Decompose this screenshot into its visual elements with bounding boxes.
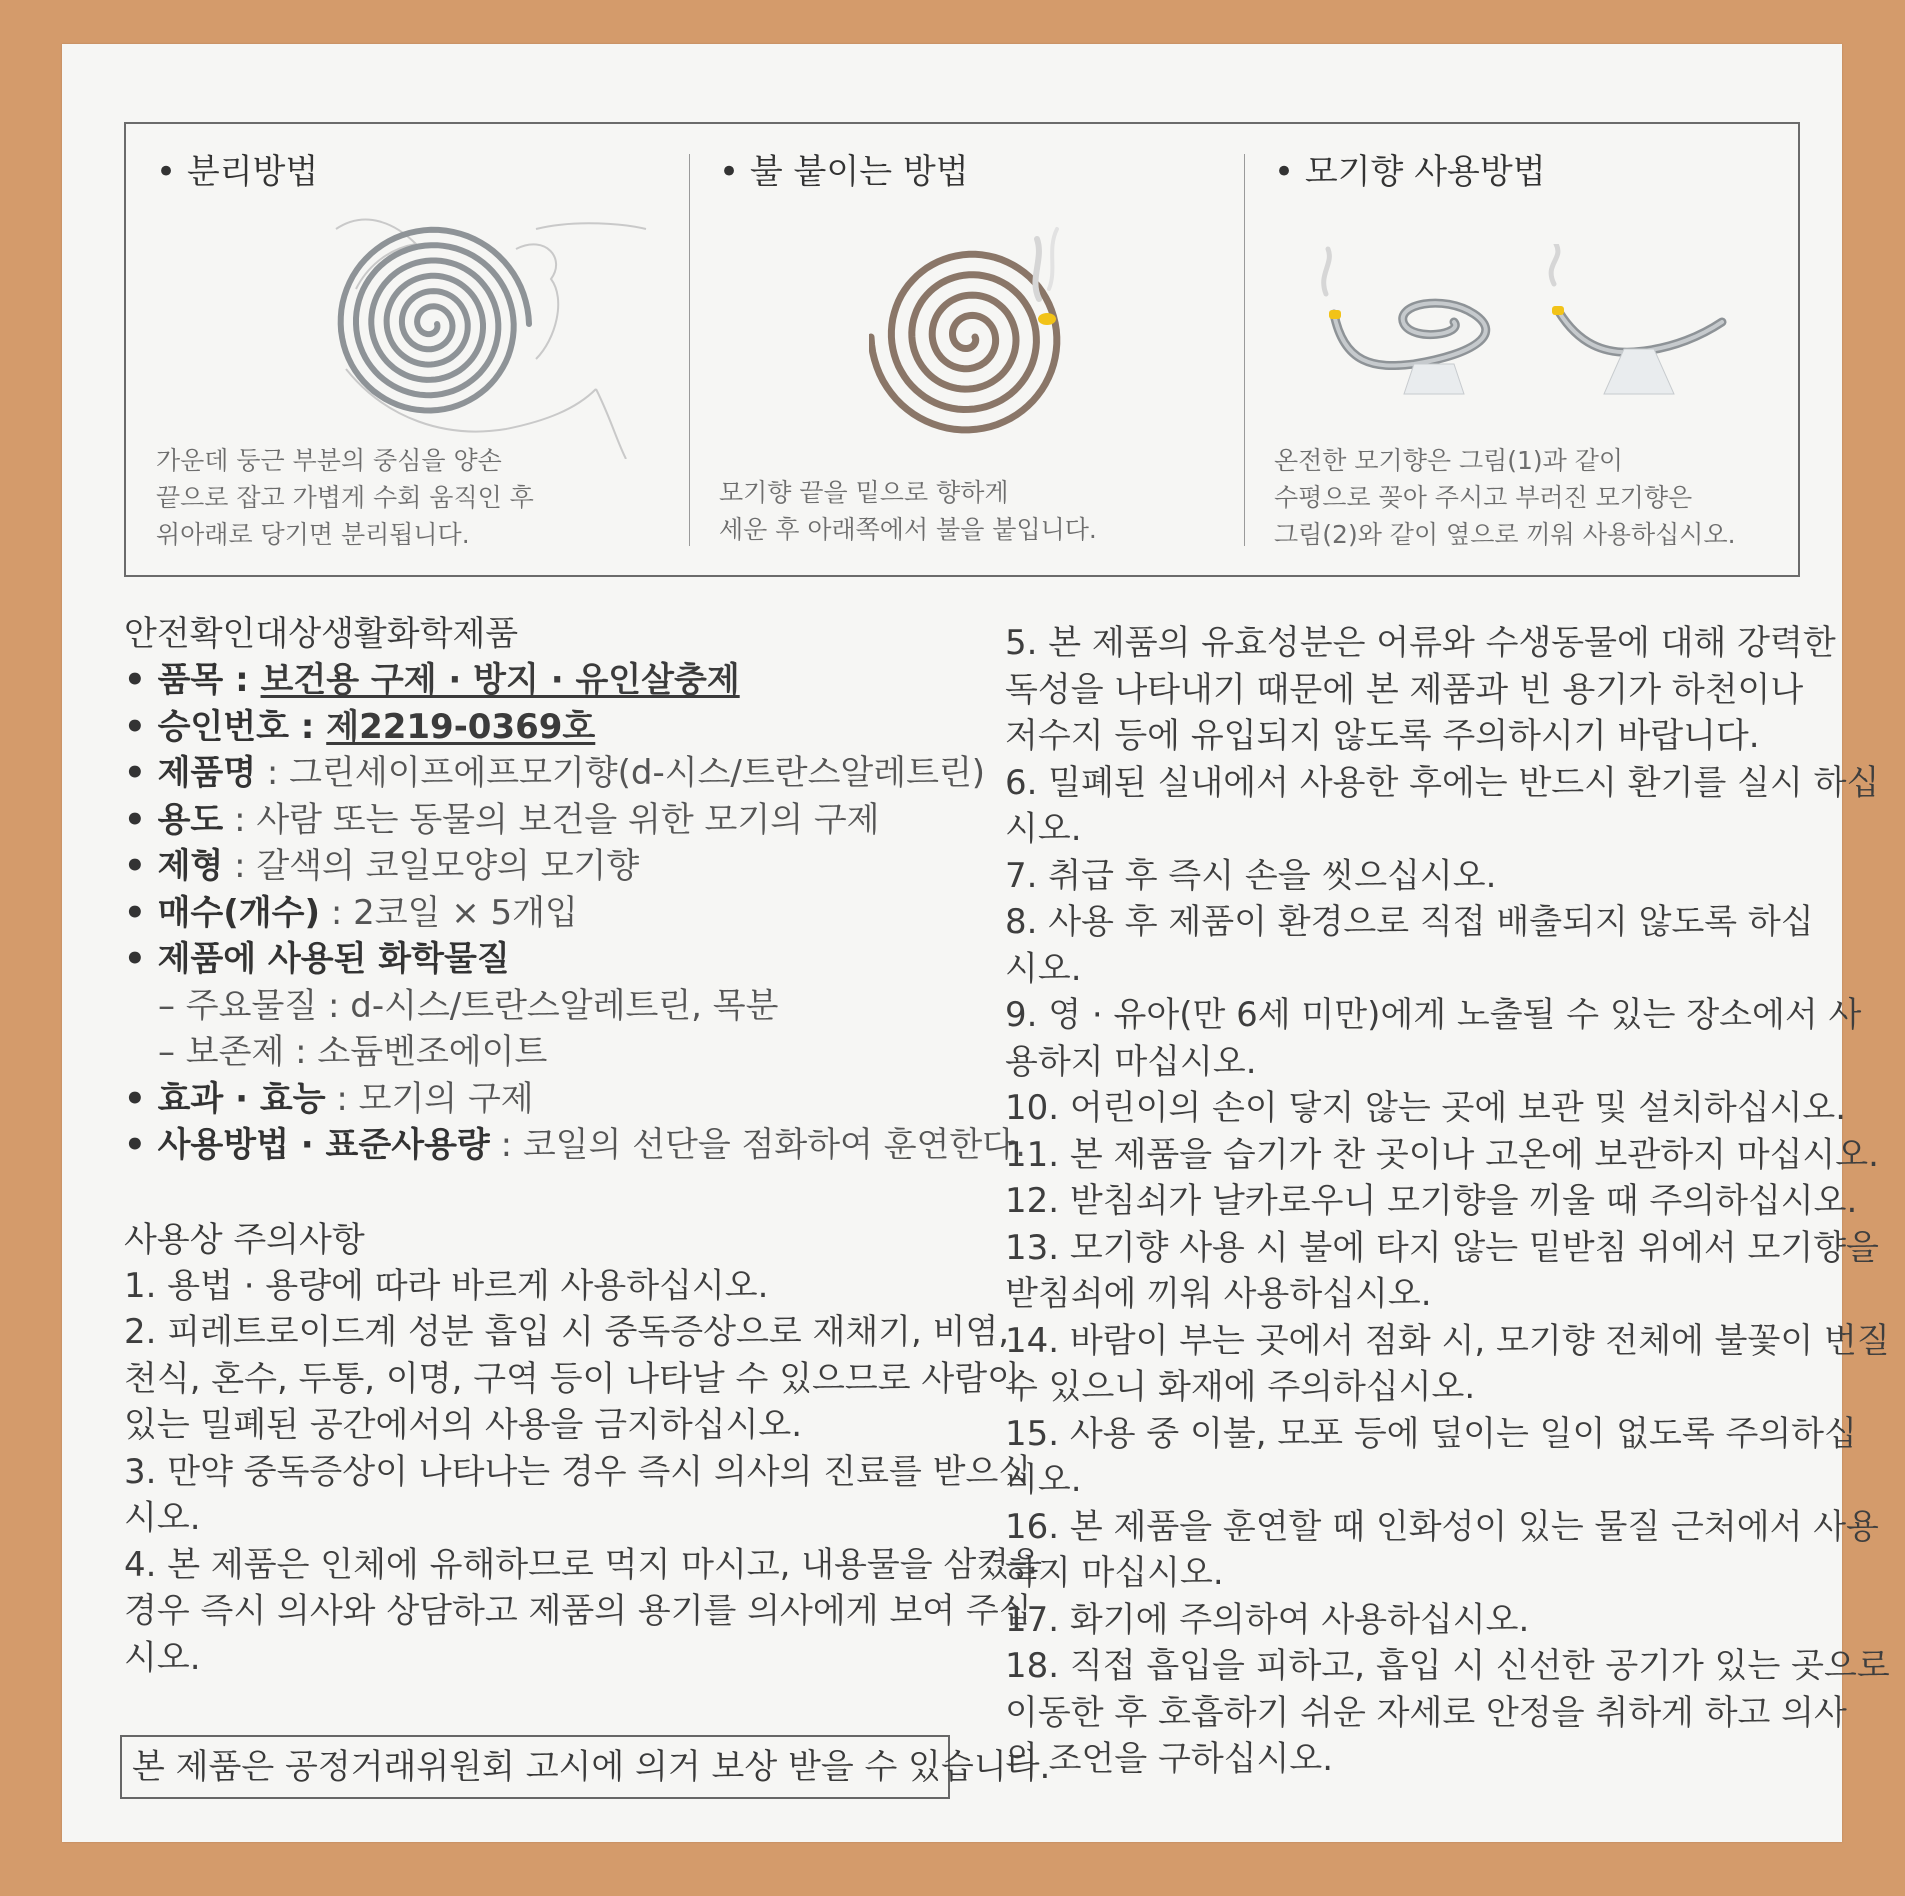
coil-icon — [871, 254, 1057, 430]
caution-line: 8. 사용 후 제품이 환경으로 직접 배출되지 않도록 하십 — [1005, 902, 1814, 942]
howto-box — [124, 122, 1800, 577]
howto-title: • 분리방법 — [156, 152, 319, 192]
spec-sub-item: – 보존제 : 소듐벤조에이트 — [158, 1032, 548, 1072]
caution-line: 1. 용법 · 용량에 따라 바르게 사용하십시오. — [124, 1265, 769, 1306]
cautions-left — [124, 1263, 1042, 1682]
spec-item: • 제품명 : 그린세이프에프모기향(d-시스/트란스알레트린) — [124, 753, 986, 793]
howto-lighting — [689, 124, 1244, 575]
caution-line: 천식, 혼수, 두통, 이명, 구역 등이 나타날 수 있으므로 사람이 — [124, 1358, 1020, 1399]
spec-item: • 매수(개수) : 2코일 × 5개입 — [124, 892, 578, 933]
spec-item: • 효과 · 효능 : 모기의 구제 — [124, 1078, 534, 1119]
howto-separation — [126, 124, 689, 575]
spec-item: • 제형 : 갈색의 코일모양의 모기향 — [124, 846, 640, 886]
howto-desc: 가운데 둥근 부분의 중심을 양손 끝으로 잡고 가볍게 수회 움직인 후 위아래로 당기면 분리됩니다. — [156, 446, 534, 549]
caution-line: 독성을 나타내기 때문에 본 제품과 빈 용기가 하천이나 — [1005, 669, 1804, 710]
spec-sub-item: – 주요물질 : d-시스/트란스알레트린, 목분 — [158, 985, 779, 1026]
caution-line: 3. 만약 중독증상이 나타나는 경우 즉시 의사의 진료를 받으십 — [124, 1451, 1032, 1492]
compensation-notice: 본 제품은 공정거래위원회 고시에 의거 보상 받을 수 있습니다. — [120, 1735, 950, 1799]
spec-item: • 승인번호 : 제2219-0369호 — [124, 706, 596, 747]
howto-title: • 모기향 사용방법 — [1274, 152, 1546, 192]
caution-line: 16. 본 제품을 훈연할 때 인화성이 있는 물질 근처에서 사용 — [1005, 1506, 1879, 1547]
caution-line: 시오. — [1005, 1460, 1082, 1500]
caution-line: 하지 마십시오. — [1005, 1553, 1224, 1593]
caution-line: 수 있으니 화재에 주의하십시오. — [1005, 1367, 1476, 1407]
caution-line: 17. 화기에 주의하여 사용하십시오. — [1005, 1599, 1530, 1640]
caution-line: 12. 받침쇠가 날카로우니 모기향을 끼울 때 주의하십시오. — [1005, 1181, 1858, 1221]
coil-icon — [341, 230, 529, 411]
flame-icon — [1038, 313, 1056, 325]
caution-line: 7. 취급 후 즉시 손을 씻으십시오. — [1005, 855, 1497, 896]
caution-line: 18. 직접 흡입을 피하고, 흡입 시 신선한 공기가 있는 곳으로 — [1005, 1646, 1890, 1686]
caution-line: 5. 본 제품의 유효성분은 어류와 수생동물에 대해 강력한 — [1005, 623, 1836, 663]
spec-item: • 사용방법 · 표준사용량 : 코일의 선단을 점화하여 훈연한다. — [124, 1125, 1026, 1165]
caution-line: 시오. — [1005, 809, 1082, 849]
caution-line: 시오. — [124, 1498, 201, 1538]
howto-desc: 온전한 모기향은 그림(1)과 같이 수평으로 꽂아 주시고 부러진 모기향은 그림(2)와 같이 옆으로 끼워 사용하십시오. — [1274, 446, 1736, 549]
caution-line: 14. 바람이 부는 곳에서 점화 시, 모기향 전체에 불꽃이 번질 — [1005, 1320, 1890, 1361]
caution-line: 11. 본 제품을 습기가 찬 곳이나 고온에 보관하지 마십시오. — [1005, 1134, 1879, 1175]
cautions-title: 사용상 주의사항 — [124, 1219, 365, 1260]
hand-separating-coil-illustration — [326, 189, 656, 459]
howto-title: • 불 붙이는 방법 — [719, 152, 969, 192]
safety-title: 안전확인대상생활화학제품 — [124, 614, 519, 654]
howto-desc: 모기향 끝을 밑으로 향하게 세운 후 아래쪽에서 불을 붙입니다. — [719, 478, 1097, 544]
caution-line: 6. 밀폐된 실내에서 사용한 후에는 반드시 환기를 실시 하십 — [1005, 762, 1880, 803]
caution-line: 15. 사용 중 이불, 모포 등에 덮이는 일이 없도록 주의하십 — [1005, 1413, 1857, 1454]
caution-line: 시오. — [124, 1637, 201, 1678]
caution-line: 이동한 후 호흡하기 쉬운 자세로 안정을 취하게 하고 의사 — [1005, 1692, 1847, 1733]
caution-line: 2. 피레트로이드계 성분 흡입 시 중독증상으로 재채기, 비염, — [124, 1312, 1010, 1352]
product-safety-info — [124, 611, 1042, 1681]
caution-line: 의 조언을 구하십시오. — [1005, 1739, 1334, 1779]
cautions-right — [1005, 620, 1890, 1783]
spec-item: • 용도 : 사람 또는 동물의 보건을 위한 모기의 구제 — [124, 799, 880, 840]
caution-line: 9. 영 · 유아(만 6세 미만)에게 노출될 수 있는 장소에서 사 — [1005, 995, 1862, 1035]
caution-line: 있는 밀폐된 공간에서의 사용을 금지하십시오. — [124, 1405, 803, 1445]
caution-line: 용하지 마십시오. — [1005, 1041, 1257, 1082]
caution-line: 10. 어린이의 손이 닿지 않는 곳에 보관 및 설치하십시오. — [1005, 1088, 1847, 1128]
spec-item: • 품목 : 보건용 구제 · 방지 · 유인살충제 — [124, 660, 740, 700]
coil-lighting-illustration — [869, 219, 1109, 449]
caution-line: 13. 모기향 사용 시 불에 타지 않는 밑받침 위에서 모기향을 — [1005, 1227, 1879, 1268]
caution-line: 4. 본 제품은 인체에 유해하므로 먹지 마시고, 내용물을 삼켰을 — [124, 1544, 1042, 1585]
spec-item: • 제품에 사용된 화학물질 — [124, 939, 510, 979]
caution-line: 받침쇠에 끼워 사용하십시오. — [1005, 1274, 1432, 1314]
howto-usage — [1244, 124, 1800, 575]
caution-line: 저수지 등에 유입되지 않도록 주의하시기 바랍니다. — [1005, 716, 1760, 756]
coil-stand-illustration — [1304, 244, 1744, 424]
caution-line: 시오. — [1005, 948, 1082, 989]
caution-line: 경우 즉시 의사와 상담하고 제품의 용기를 의사에게 보여 주십 — [124, 1591, 1032, 1631]
